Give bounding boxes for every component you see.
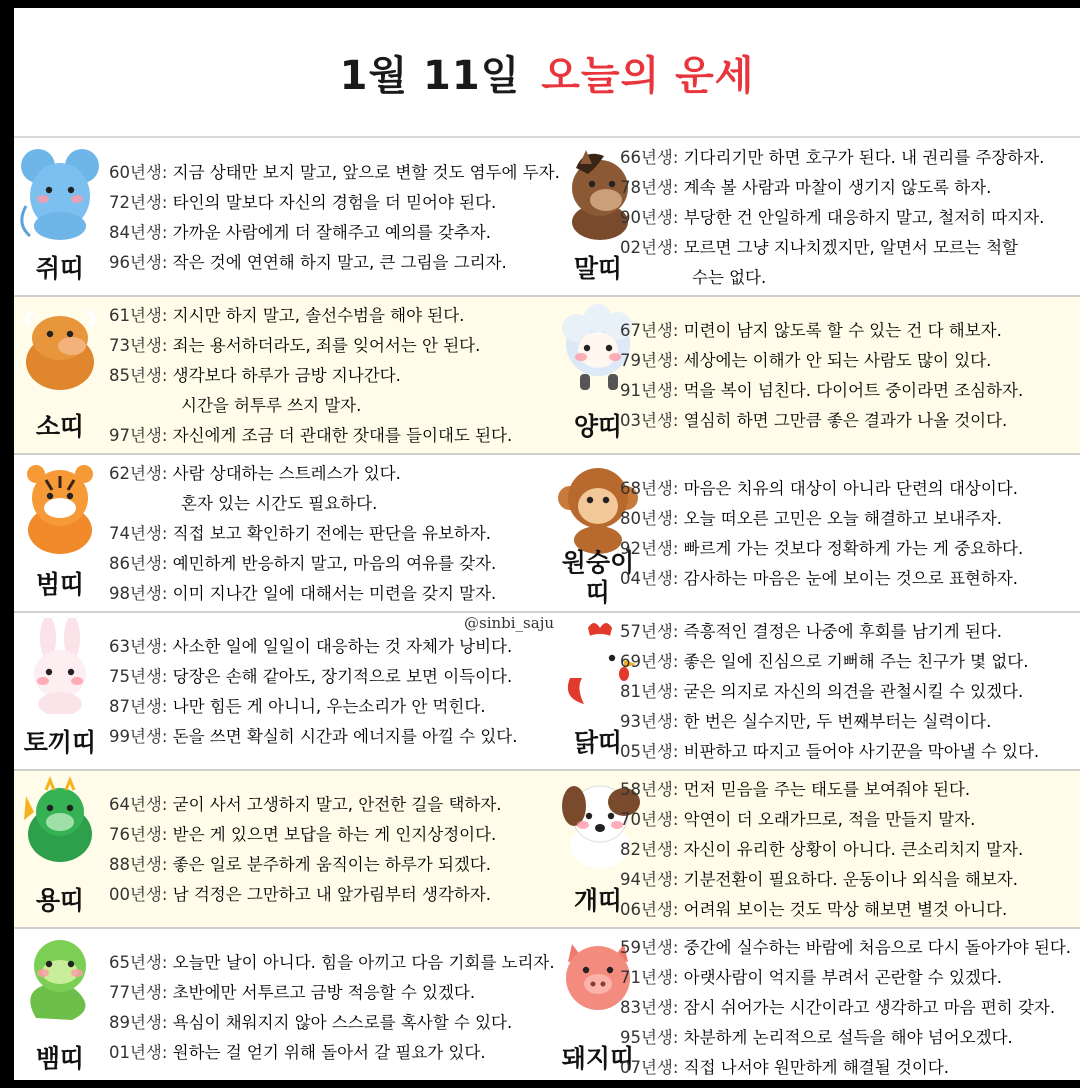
- fortune-text: 받은 게 있으면 보답을 하는 게 인지상정이다.: [167, 825, 497, 844]
- fortune-line: [620, 738, 1039, 762]
- fortune-text: 오늘 떠오른 고민은 오늘 해결하고 보내주자.: [678, 509, 1003, 528]
- birth-year: 05년생:: [620, 742, 679, 761]
- birth-year: 59년생:: [620, 938, 679, 957]
- fortune-text: 죄는 용서하더라도, 죄를 잊어서는 안 된다.: [167, 336, 481, 355]
- birth-year: 91년생:: [620, 381, 679, 400]
- birth-year: 57년생:: [620, 622, 679, 641]
- birth-year: 66년생:: [620, 148, 679, 167]
- fortune-line: [109, 219, 491, 243]
- birth-year: 00년생:: [109, 885, 168, 904]
- fortune-text: 계속 볼 사람과 마찰이 생기지 않도록 하자.: [678, 178, 992, 197]
- birth-year: 98년생:: [109, 584, 168, 603]
- fortune-text: 굳이 사서 고생하지 말고, 안전한 길을 택하자.: [167, 795, 502, 814]
- zodiac-name: 토끼띠: [23, 728, 97, 757]
- birth-year: 84년생:: [109, 223, 168, 242]
- fortune-text: 열심히 하면 그만큼 좋은 결과가 나올 것이다.: [678, 411, 1008, 430]
- row-divider: [14, 453, 1080, 455]
- fortune-text: 자신이 유리한 상황이 아니다. 큰소리치지 말자.: [678, 840, 1024, 859]
- fortune-line: [620, 377, 1023, 401]
- fortune-line: [620, 994, 1055, 1018]
- fortune-text: 시간을 허투루 쓰지 말자.: [181, 396, 362, 415]
- fortune-line: [109, 422, 512, 446]
- title-accent: 오늘의 운세: [541, 53, 755, 99]
- birth-year: 60년생:: [109, 163, 168, 182]
- fortune-text: 아랫사람이 억지를 부려서 곤란할 수 있겠다.: [678, 968, 1003, 987]
- fortune-line: [620, 934, 1071, 958]
- zodiac-name: 양띠: [573, 412, 623, 441]
- birth-year: 02년생:: [620, 238, 679, 257]
- birth-year: 61년생:: [109, 306, 168, 325]
- title-date: 1월 11일: [339, 53, 521, 99]
- fortune-text: 작은 것에 연연해 하지 말고, 큰 그림을 그리자.: [167, 253, 507, 272]
- fortune-line: [109, 550, 496, 574]
- birth-year: 85년생:: [109, 366, 168, 385]
- birth-year: 63년생:: [109, 637, 168, 656]
- birth-year: 99년생:: [109, 727, 168, 746]
- fortune-line: [620, 618, 1002, 642]
- fortune-text: 먼저 믿음을 주는 태도를 보여줘야 된다.: [678, 780, 971, 799]
- fortune-line: [620, 407, 1007, 431]
- left-zodiac-figure: [16, 776, 104, 926]
- fortune-text: 세상에는 이해가 안 되는 사람도 많이 있다.: [678, 351, 992, 370]
- fortune-line: [109, 949, 555, 973]
- fortune-text: 굳은 의지로 자신의 의견을 관철시킬 수 있겠다.: [678, 682, 1024, 701]
- fortune-line: [620, 806, 975, 830]
- snake-icon: [16, 934, 104, 1030]
- row-divider: [14, 295, 1080, 297]
- fortune-text: 먹을 복이 넘친다. 다이어트 중이라면 조심하자.: [678, 381, 1024, 400]
- left-zodiac-figure: [16, 144, 104, 294]
- dragon-icon: [16, 776, 104, 872]
- fortune-text: 수는 없다.: [692, 268, 767, 287]
- row-divider: [14, 611, 1080, 613]
- birth-year: 70년생:: [620, 810, 679, 829]
- fortune-line: [109, 189, 496, 213]
- birth-year: 92년생:: [620, 539, 679, 558]
- left-zodiac-figure: [16, 618, 104, 768]
- birth-year: 88년생:: [109, 855, 168, 874]
- fortune-text: 좋은 일에 진심으로 기뻐해 주는 친구가 몇 없다.: [678, 652, 1029, 671]
- rabbit-icon: [16, 618, 104, 714]
- fortune-line: [620, 174, 991, 198]
- fortune-text: 욕심이 채워지지 않아 스스로를 혹사할 수 있다.: [167, 1013, 513, 1032]
- zodiac-name: 닭띠: [573, 728, 623, 757]
- fortune-text: 남 걱정은 그만하고 내 앞가림부터 생각하자.: [167, 885, 492, 904]
- birth-year: 80년생:: [620, 509, 679, 528]
- fortune-text: 중간에 실수하는 바람에 처음으로 다시 돌아가야 된다.: [678, 938, 1072, 957]
- fortune-text: 나만 힘든 게 아니니, 우는소리가 안 먹힌다.: [167, 697, 486, 716]
- fortune-line: [620, 964, 1002, 988]
- fortune-text: 자신에게 조금 더 관대한 잣대를 들이대도 된다.: [167, 426, 513, 445]
- fortune-text: 직접 나서야 원만하게 해결될 것이다.: [678, 1058, 949, 1077]
- fortune-line: [620, 866, 1018, 890]
- birth-year: 75년생:: [109, 667, 168, 686]
- birth-year: 86년생:: [109, 554, 168, 573]
- zodiac-name: 원숭이 띠: [561, 548, 635, 607]
- birth-year: 83년생:: [620, 998, 679, 1017]
- birth-year: 68년생:: [620, 479, 679, 498]
- fortune-line: [620, 1024, 1013, 1048]
- fortune-text: 혼자 있는 시간도 필요하다.: [181, 494, 378, 513]
- fortune-text: 악연이 더 오래가므로, 적을 만들지 말자.: [678, 810, 976, 829]
- fortune-text: 오늘만 날이 아니다. 힘을 아끼고 다음 기회를 노리자.: [167, 953, 555, 972]
- fortune-line: [109, 159, 560, 183]
- fortune-text: 돈을 쓰면 확실히 시간과 에너지를 아낄 수 있다.: [167, 727, 518, 746]
- fortune-text: 타인의 말보다 자신의 경험을 더 믿어야 된다.: [167, 193, 497, 212]
- fortune-text: 마음은 치유의 대상이 아니라 단련의 대상이다.: [678, 479, 1018, 498]
- fortune-text: 빠르게 가는 것보다 정확하게 가는 게 중요하다.: [678, 539, 1024, 558]
- fortune-text: 지금 상태만 보지 말고, 앞으로 변할 것도 염두에 두자.: [167, 163, 560, 182]
- birth-year: 71년생:: [620, 968, 679, 987]
- fortune-text: 비판하고 따지고 들어야 사기꾼을 막아낼 수 있다.: [678, 742, 1040, 761]
- fortune-text: 감사하는 마음은 눈에 보이는 것으로 표현하자.: [678, 569, 1018, 588]
- birth-year: 03년생:: [620, 411, 679, 430]
- fortune-text: 기분전환이 필요하다. 운동이나 외식을 해보자.: [678, 870, 1018, 889]
- fortune-line: [109, 791, 502, 815]
- fortune-line: [620, 505, 1002, 529]
- fortune-line: [109, 881, 491, 905]
- zodiac-name: 말띠: [573, 254, 623, 283]
- fortune-line: [109, 302, 464, 326]
- fortune-line: [620, 678, 1023, 702]
- fortune-line: [109, 979, 475, 1003]
- fortune-line: [620, 836, 1023, 860]
- fortune-text: 어려워 보이는 것도 막상 해보면 별것 아니다.: [678, 900, 1008, 919]
- birth-year: 94년생:: [620, 870, 679, 889]
- fortune-line: [620, 896, 1007, 920]
- fortune-line: [620, 144, 1044, 168]
- fortune-line: [692, 264, 766, 288]
- row-divider: [14, 769, 1080, 771]
- birth-year: 04년생:: [620, 569, 679, 588]
- birth-year: 89년생:: [109, 1013, 168, 1032]
- fortune-line: [620, 1054, 949, 1078]
- left-zodiac-figure: [16, 934, 104, 1080]
- birth-year: 97년생:: [109, 426, 168, 445]
- zodiac-name: 쥐띠: [35, 254, 85, 283]
- fortune-line: [109, 362, 401, 386]
- birth-year: 01년생:: [109, 1043, 168, 1062]
- birth-year: 90년생:: [620, 208, 679, 227]
- fortune-text: 지시만 하지 말고, 솔선수범을 해야 된다.: [167, 306, 465, 325]
- fortune-text: 가까운 사람에게 더 잘해주고 예의를 갖추자.: [167, 223, 492, 242]
- fortune-text: 차분하게 논리적으로 설득을 해야 넘어오겠다.: [678, 1028, 1013, 1047]
- birth-year: 96년생:: [109, 253, 168, 272]
- birth-year: 73년생:: [109, 336, 168, 355]
- fortune-line: [109, 1009, 512, 1033]
- birth-year: 95년생:: [620, 1028, 679, 1047]
- fortune-line: [620, 535, 1023, 559]
- fortune-line: [181, 392, 361, 416]
- fortune-line: [620, 317, 1002, 341]
- birth-year: 76년생:: [109, 825, 168, 844]
- fortune-text: 당장은 손해 같아도, 장기적으로 보면 이득이다.: [167, 667, 513, 686]
- fortune-text: 이미 지나간 일에 대해서는 미련을 갖지 말자.: [167, 584, 497, 603]
- fortune-text: 한 번은 실수지만, 두 번째부터는 실력이다.: [678, 712, 992, 731]
- fortune-line: [620, 708, 991, 732]
- fortune-text: 사소한 일에 일일이 대응하는 것 자체가 낭비다.: [167, 637, 513, 656]
- fortune-line: [109, 851, 491, 875]
- fortune-line: [620, 347, 991, 371]
- birth-year: 74년생:: [109, 524, 168, 543]
- fortune-text: 잠시 쉬어가는 시간이라고 생각하고 마음 편히 갖자.: [678, 998, 1056, 1017]
- fortune-line: [109, 693, 486, 717]
- fortune-line: [109, 663, 512, 687]
- birth-year: 82년생:: [620, 840, 679, 859]
- fortune-line: [109, 633, 512, 657]
- birth-year: 64년생:: [109, 795, 168, 814]
- fortune-text: 좋은 일로 분주하게 움직이는 하루가 되겠다.: [167, 855, 492, 874]
- fortune-line: [109, 460, 401, 484]
- fortune-text: 기다리기만 하면 호구가 된다. 내 권리를 주장하자.: [678, 148, 1045, 167]
- birth-year: 81년생:: [620, 682, 679, 701]
- zodiac-name: 뱀띠: [35, 1044, 85, 1073]
- birth-year: 62년생:: [109, 464, 168, 483]
- fortune-line: [109, 723, 517, 747]
- birth-year: 93년생:: [620, 712, 679, 731]
- mouse-icon: [16, 144, 104, 240]
- birth-year: 06년생:: [620, 900, 679, 919]
- fortune-text: 원하는 걸 얻기 위해 돌아서 갈 필요가 있다.: [167, 1043, 486, 1062]
- fortune-text: 직접 보고 확인하기 전에는 판단을 유보하자.: [167, 524, 492, 543]
- fortune-text: 즉흥적인 결정은 나중에 후회를 남기게 된다.: [678, 622, 1003, 641]
- page-title: [14, 44, 1080, 101]
- fortune-line: [109, 1039, 486, 1063]
- fortune-line: [181, 490, 377, 514]
- ox-icon: [16, 302, 104, 398]
- fortune-text: 미련이 남지 않도록 할 수 있는 건 다 해보자.: [678, 321, 1002, 340]
- birth-year: 87년생:: [109, 697, 168, 716]
- birth-year: 65년생:: [109, 953, 168, 972]
- birth-year: 72년생:: [109, 193, 168, 212]
- birth-year: 78년생:: [620, 178, 679, 197]
- fortune-text: 부당한 건 안일하게 대응하지 말고, 철저히 따지자.: [678, 208, 1045, 227]
- left-zodiac-figure: [16, 302, 104, 452]
- fortune-line: [620, 565, 1018, 589]
- zodiac-name: 범띠: [35, 570, 85, 599]
- birth-year: 58년생:: [620, 780, 679, 799]
- birth-year: 79년생:: [620, 351, 679, 370]
- fortune-line: [109, 332, 480, 356]
- fortune-text: 모르면 그냥 지나치겠지만, 알면서 모르는 척할: [678, 238, 1018, 257]
- left-zodiac-figure: [16, 460, 104, 610]
- fortune-line: [620, 776, 970, 800]
- fortune-text: 생각보다 하루가 금방 지나간다.: [167, 366, 401, 385]
- watermark: @sinbi_saju: [464, 614, 555, 632]
- zodiac-name: 개띠: [573, 886, 623, 915]
- fortune-line: [109, 249, 507, 273]
- zodiac-name: 용띠: [35, 886, 85, 915]
- fortune-text: 사람 상대하는 스트레스가 있다.: [167, 464, 401, 483]
- tiger-icon: [16, 460, 104, 556]
- fortune-line: [109, 580, 496, 604]
- fortune-line: [109, 821, 496, 845]
- fortune-page: [14, 8, 1080, 1080]
- fortune-line: [620, 234, 1018, 258]
- fortune-text: 예민하게 반응하지 말고, 마음의 여유를 갖자.: [167, 554, 497, 573]
- row-divider: [14, 927, 1080, 929]
- zodiac-name: 소띠: [35, 412, 85, 441]
- fortune-line: [620, 648, 1028, 672]
- birth-year: 77년생:: [109, 983, 168, 1002]
- fortune-line: [109, 520, 491, 544]
- zodiac-name: 돼지띠: [561, 1044, 635, 1073]
- fortune-line: [620, 475, 1018, 499]
- birth-year: 69년생:: [620, 652, 679, 671]
- fortune-line: [620, 204, 1044, 228]
- fortune-text: 초반에만 서투르고 금방 적응할 수 있겠다.: [167, 983, 476, 1002]
- birth-year: 67년생:: [620, 321, 679, 340]
- birth-year: 07년생:: [620, 1058, 679, 1077]
